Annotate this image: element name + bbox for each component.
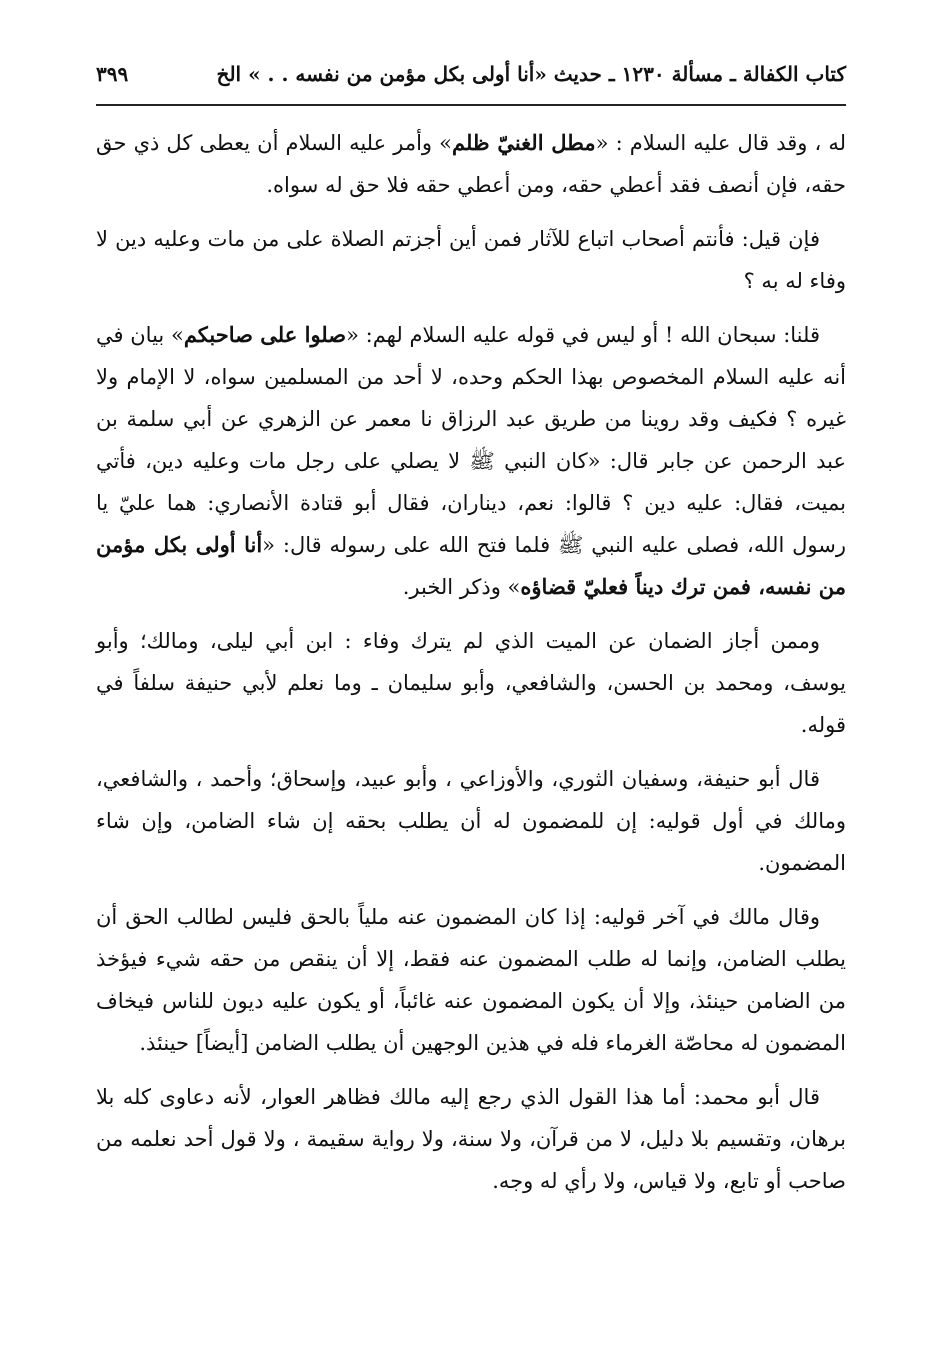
paragraph-3 bbox=[96, 314, 846, 608]
page-number: ٣٩٩ bbox=[96, 62, 129, 86]
paragraph-3-hadith-quote-2: أنا أولى بكل مؤمن من نفسه، فمن ترك ديناً فعليّ قضاؤه bbox=[96, 532, 846, 599]
header-rule bbox=[96, 104, 846, 106]
paragraph-3-text-a: قلنا: سبحان الله ! أو ليس في قوله عليه السلام لهم: « bbox=[346, 323, 820, 347]
paragraph-7: قال أبو محمد: أما هذا القول الذي رجع إليه مالك فظاهر العوار، لأنه دعاوى كله بلا برهان، وتقسيم بلا دليل، لا من قرآن، ولا سنة، ولا رواية سقيمة ، ولا قول أحد نعلمه من صاحب أو تابع، ولا قياس، ولا رأي له وجه. bbox=[96, 1085, 846, 1193]
paragraph-1-hadith-quote: مطل الغنيّ ظلم bbox=[451, 130, 596, 155]
paragraph-3-hadith-quote-1: صلوا على صاحبكم bbox=[183, 322, 347, 347]
paragraph-1-text-a: له ، وقد قال عليه السلام : « bbox=[595, 131, 846, 155]
paragraph-6: وقال مالك في آخر قوليه: إذا كان المضمون عنه ملياً بالحق فليس لطالب الحق أن يطلب الضامن، وإنما له طلب المضمون عنه فقط، إلا أن ينقص من حقه شيء فيؤخذ من الضامن حينئذ، وإلا أن يكون المضمون عنه غائباً، أو يكون عليه ديون للناس فيخاف المضمون له محاصّة الغرماء فله في هذين الوجهين أن يطلب الضامن [أيضاً] حينئذ. bbox=[96, 905, 846, 1055]
paragraph-3-text-c: » وذكر الخبر. bbox=[402, 575, 521, 599]
paragraph-3-text-b: » بيان في أنه عليه السلام المخصوص بهذا الحكم وحده، لا أحد من المسلمين سواه، لا الإمام ولا غيره ؟ فكيف وقد روينا من طريق عبد الرزاق نا معمر عن الزهري عن أبي سلمة بن عبد الرحمن عن جابر قال: «كان النبي ﷺ لا يصلي على رجل مات وعليه دين، فأتي بميت، فقال: عليه دين ؟ قالوا: نعم، ديناران، فقال أبو قتادة الأنصاري: هما عليّ يا رسول الله، فصلى عليه النبي ﷺ فلما فتح الله على رسوله قال: « bbox=[96, 323, 846, 557]
paragraph-1 bbox=[96, 122, 846, 206]
page-body bbox=[96, 122, 846, 1214]
paragraph-5: قال أبو حنيفة، وسفيان الثوري، والأوزاعي ، وأبو عبيد، وإسحاق؛ وأحمد ، والشافعي، ومالك في أول قوليه: إن للمضمون له أن يطلب بحقه إن شاء الضامن، وإن شاء المضمون. bbox=[96, 767, 846, 875]
paragraph-2: فإن قيل: فأنتم أصحاب اتباع للآثار فمن أين أجزتم الصلاة على من مات وعليه دين لا وفاء له به ؟ bbox=[96, 227, 846, 293]
paragraph-4: وممن أجاز الضمان عن الميت الذي لم يترك وفاء : ابن أبي ليلى، ومالك؛ وأبو يوسف، ومحمد بن الحسن، والشافعي، وأبو سليمان ـ وما نعلم لأبي حنيفة سلفاً في قوله. bbox=[96, 629, 846, 737]
running-title: كتاب الكفالة ـ مسألة ١٢٣٠ ـ حديث «أنا أولى بكل مؤمن من نفسه . . » الخ bbox=[216, 62, 846, 86]
page-header bbox=[96, 56, 846, 92]
paragraph-1-text-b: » وأمر عليه السلام أن يعطى كل ذي حق حقه، فإن أنصف فقد أعطي حقه، ومن أعطي حقه فلا حق له سواه. bbox=[96, 131, 846, 197]
